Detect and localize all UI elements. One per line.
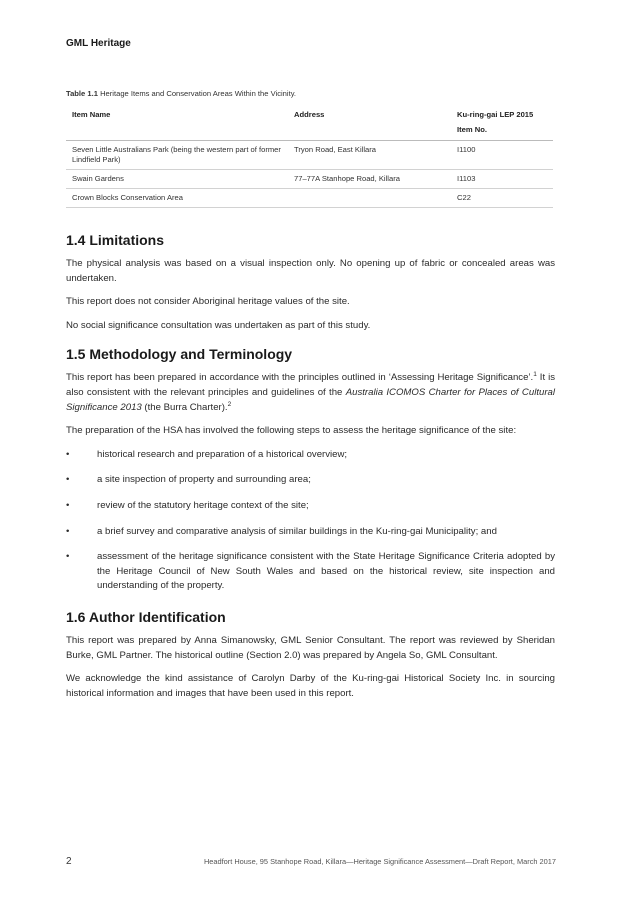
footer-text: Headfort House, 95 Stanhope Road, Killara—Heritage Significance Assessment—Draft Report, March 2017	[203, 857, 556, 866]
header-brand: GML Heritage	[66, 38, 131, 49]
list-item-text: assessment of the heritage significance consistent with the State Heritage Significance Criteria adopted by the Heritage Council of New South Wales and based on the historical review, site inspection and understanding of the property.	[97, 551, 555, 592]
table-caption-text: Heritage Items and Conservation Areas Within the Vicinity.	[100, 89, 297, 98]
list-item	[66, 499, 555, 514]
limitations-paragraph: No social significance consultation was undertaken as part of this study.	[66, 319, 371, 331]
author-paragraph: We acknowledge the kind assistance of Carolyn Darby of the Ku-ring-gai Historical Society Inc. in sourcing historical information and images that have been used in this report.	[66, 673, 555, 699]
list-item	[66, 525, 555, 540]
limitations-heading: 1.4 Limitations	[66, 232, 165, 248]
header-lep	[451, 104, 553, 141]
burra-charter-title: Australia ICOMOS Charter for Places of Cultural Significance 2013	[66, 386, 555, 413]
table-row	[66, 189, 553, 208]
list-item	[66, 550, 555, 594]
methodology-paragraph: The preparation of the HSA has involved the following steps to assess the heritage significance of the site:	[66, 425, 517, 437]
author-paragraph: This report was prepared by Anna Simanowsky, GML Senior Consultant. The report was reviewed by Sheridan Burke, GML Partner. The historical outline (Section 2.0) was prepared by Angela So, GML Consultant.	[66, 634, 555, 661]
header-lep-line1: Ku-ring-gai LEP 2015	[457, 110, 534, 119]
cell-address	[288, 189, 451, 208]
list-item-text: a brief survey and comparative analysis of similar buildings in the Ku-ring-gai Municipality; and	[97, 525, 497, 537]
table-caption-label: Table 1.1	[66, 89, 98, 98]
cell-item-number: I1100	[451, 141, 553, 170]
footnote-ref: 1	[533, 371, 537, 379]
cell-address: Tryon Road, East Killara	[288, 141, 451, 170]
bullet-icon: •	[66, 499, 70, 511]
bullet-icon: •	[66, 551, 70, 563]
report-body	[66, 228, 555, 710]
footnote-ref: 2	[227, 400, 232, 408]
list-item	[66, 473, 555, 488]
cell-item-number: C22	[451, 189, 553, 208]
header-address: Address	[288, 104, 451, 141]
header-item-name: Item Name	[66, 104, 288, 141]
table-row	[66, 170, 553, 189]
cell-item-name: Seven Little Australians Park (being the western part of former Lindfield Park)	[66, 141, 288, 170]
limitations-paragraph: The physical analysis was based on a visual inspection only. No opening up of fabric or concealed areas was undertaken.	[66, 258, 555, 284]
heritage-table	[66, 104, 553, 208]
list-item-text: review of the statutory heritage context of the site;	[97, 499, 309, 511]
bullet-icon: •	[66, 448, 70, 460]
methodology-heading: 1.5 Methodology and Terminology	[66, 346, 293, 363]
author-heading: 1.6 Author Identification	[66, 608, 226, 625]
list-item-text: historical research and preparation of a historical overview;	[97, 448, 348, 460]
cell-address: 77–77A Stanhope Road, Killara	[288, 170, 451, 189]
methodology-paragraph	[66, 371, 555, 415]
list-item-text: a site inspection of property and surrounding area;	[97, 474, 311, 486]
table-caption	[66, 89, 296, 98]
bullet-icon: •	[66, 525, 70, 537]
methodology-text: This report has been prepared in accordance with the principles outlined in ‘Assessing Heritage Significance’.	[66, 372, 534, 384]
cell-item-name: Crown Blocks Conservation Area	[66, 189, 288, 208]
table-header-row	[66, 104, 553, 141]
bullet-icon: •	[66, 474, 70, 486]
list-item	[66, 448, 555, 463]
page-number: 2	[66, 856, 72, 867]
methodology-text: It is also consistent with the relevant principles and guidelines of the	[66, 372, 555, 398]
methodology-text: (the Burra Charter).	[141, 401, 228, 413]
cell-item-name: Swain Gardens	[66, 170, 288, 189]
table-row	[66, 141, 553, 170]
cell-item-number: I1103	[451, 170, 553, 189]
steps-list	[66, 448, 555, 594]
header-lep-line2: Item No.	[457, 125, 487, 134]
limitations-paragraph: This report does not consider Aboriginal heritage values of the site.	[66, 296, 350, 308]
